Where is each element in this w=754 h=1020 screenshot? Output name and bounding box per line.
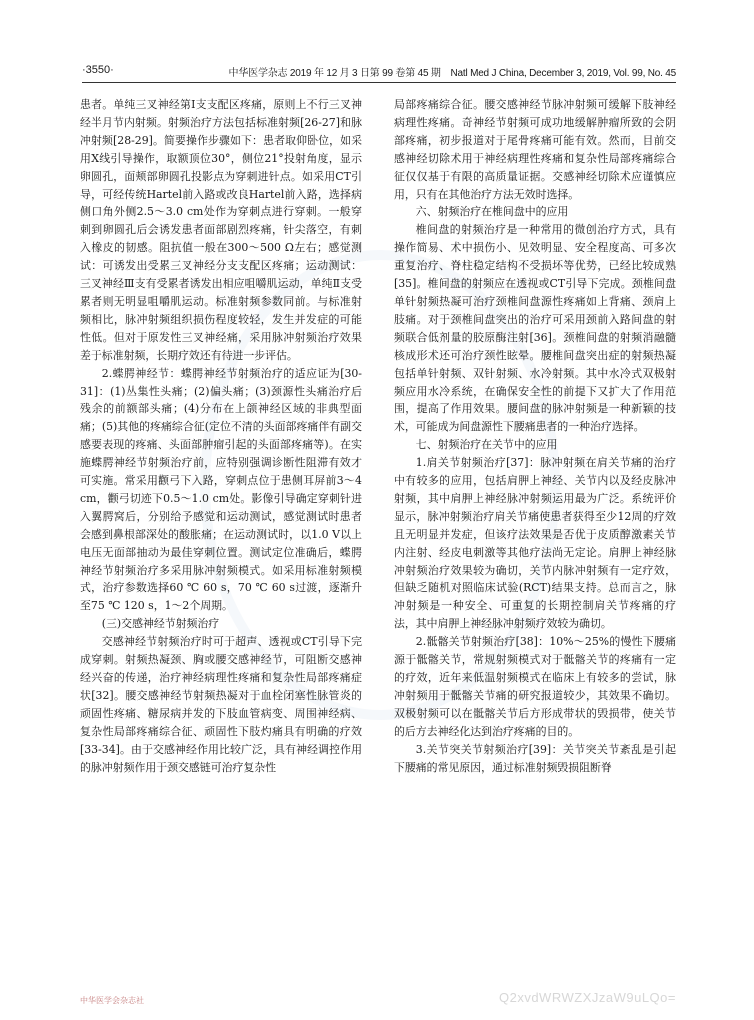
section-heading: 六、射频治疗在椎间盘中的应用 [415,205,569,219]
section-heading: 七、射频治疗在关节中的应用 [415,438,558,452]
paragraph: 3.关节突关节射频治疗[39]：关节突关节紊乱是引起下腰痛的常见原因，通过标准射频毁损阻断脊 [394,742,676,774]
right-column [394,96,676,776]
page-number: ·3550· [82,64,114,76]
paragraph: 1.肩关节射频治疗[37]：脉冲射频在肩关节痛的治疗中有较多的应用，包括肩胛上神经、关节内以及经皮脉冲射频，其中肩胛上神经脉冲射频运用最为广泛。系统评价显示，脉冲射频治疗肩关节痛使患者获得至少12周的疗效且无明显并发症，但该疗法效果是否优于皮质醇激素关节内注射、经皮电刺激等其他疗法尚无定论。肩胛上神经脉冲射频治疗效果较为确切，关节内脉冲射频有一定疗效，但缺乏随机对照临床试验(RCT)结果支持。总而言之，脉冲射频是一种安全、可重复的长期控制肩关节疼痛的疗法，其中肩胛上神经脉冲射频疗效较为确切。 [394,456,676,631]
left-column [80,96,362,776]
paragraph: 患者。单纯三叉神经第Ⅰ支支配区疼痛，原则上不行三叉神经半月节内射频。射频治疗方法包括标准射频[26-27]和脉冲射频[28-29]。简要操作步骤如下：患者取仰卧位，如采用X线引导操作，取额顶位30°，侧位21°投射角度，显示卵圆孔，面颊部卵圆孔投影点为穿刺进针点。如采用CT引导，可经传统Hartel前入路或改良Hartel前入路，选择病侧口角外侧2.5～3.0 cm处作为穿刺点进行穿刺。一般穿刺到卵圆孔后会诱发患者面部剧烈疼痛，针尖落空，有刺入橡皮的韧感。阻抗值一般在300～500 Ω左右；感觉测试：可诱发出受累三叉神经分支支配区疼痛；运动测试：三叉神经Ⅲ支有受累者诱发出相应咀嚼肌运动，单纯Ⅱ支受累者则无明显咀嚼肌运动。标准射频参数同前。与标准射频相比，脉冲射频组织损伤程度较轻，发生并发症的可能性低。但对于原发性三叉神经痛，采用脉冲射频治疗效果差于标准射频，长期疗效还有待进一步评估。 [80,98,362,362]
paragraph: 局部疼痛综合征。腰交感神经节脉冲射频可缓解下肢神经病理性疼痛。奇神经节射频可成功地缓解肿瘤所致的会阴部疼痛，初步报道对于尾骨疼痛可能有效。然而，目前交感神经切除术用于神经病理性疼痛和复杂性局部疼痛综合征仅仅基于有限的高质量证据。交感神经切除术应谨慎应用，只有在其他治疗方法无效时选择。 [394,98,676,201]
paragraph: 交感神经节射频治疗时可于超声、透视或CT引导下完成穿刺。射频热凝颈、胸或腰交感神经节，可阻断交感神经兴奋的传递，治疗神经病理性疼痛和复杂性局部疼痛症状[32]。腰交感神经节射频热凝对于血栓闭塞性脉管炎的顽固性疼痛、糖尿病并发的下肢血管病变、周围神经病、复杂性局部疼痛综合征、顽固性下肢灼痛具有明确的疗效[33-34]。由于交感神经作用比较广泛，具有神经调控作用的脉冲射频作用于颈交感链可治疗复杂性 [80,635,362,774]
paragraph: 2.蝶腭神经节：蝶腭神经节射频治疗的适应证为[30-31]：(1)丛集性头痛；(2)偏头痛；(3)颈源性头痛治疗后残余的前额部头痛；(4)分布在上颌神经区域的非典型面痛；(5)其他的疼痛综合征(定位不清的头面部疼痛伴有副交感要表现的疼痛、头面部肿瘤引起的头面部疼痛等)。在实施蝶腭神经节射频治疗前，应特别强调诊断性阻滞有效才可实施。常采用颧弓下入路，穿刺点位于患侧耳屏前3～4 cm，颧弓切迹下0.5～1.0 cm处。影像引导确定穿刺针进入翼腭窝后，分别给予感觉和运动测试，感觉测试时患者会感到鼻根部深处的酸胀痛；在运动测试时，以1.0 V以上电压无面部抽动为最佳穿刺位置。测试定位准确后，蝶腭神经节射频治疗多采用脉冲射频模式。如采用标准射频模式，治疗参数选择60 ℃ 60 s，70 ℃ 60 s过渡，逐渐升至75 ℃ 120 s，1～2个周期。 [80,366,362,613]
publisher-logo: 中华医学会杂志社 [80,996,144,1005]
journal-citation: 中华医学杂志 2019 年 12 月 3 日第 99 卷第 45 期 Natl Med J China, December 3, 2019, Vol. 99, No. 45 [228,68,676,79]
footer-watermark-code: Q2xvdWRWZXJzaW9uLQo= [498,990,676,1005]
running-header [82,62,676,83]
section-heading: (三)交感神经节射频治疗 [101,617,220,631]
paragraph: 2.骶髂关节射频治疗[38]：10%～25%的慢性下腰痛源于骶髂关节，常规射频模式对于骶髂关节的疼痛有一定的疗效，近年来低温射频模式在临床上有较多的尝试，脉冲射频用于骶髂关节痛的研究报道较少，其效果不确切。双极射频可以在骶髂关节后方形成带状的毁损带，使关节的后方去神经化达到治疗疼痛的目的。 [394,635,676,738]
paragraph: 椎间盘的射频治疗是一种常用的微创治疗方式，具有操作简易、术中损伤小、见效明显、安全程度高、可多次重复治疗、脊柱稳定结构不受损坏等优势，已经比较成熟[35]。椎间盘的射频应在透视或CT引导下完成。颈椎间盘单针射频热凝可治疗颈椎间盘源性疼痛如上背痛、颈肩上肢痛。对于颈椎间盘突出的治疗可采用颈前入路间盘的射频联合低剂量的胶原酶注射[36]。颈椎间盘的射频消融髓核成形术还可治疗颈性眩晕。腰椎间盘突出症的射频热凝包括单针射频、双针射频、水冷射频。其中水冷式双极射频应用水冷系统，在确保安全性的前提下又扩大了作用范围，提高了作用效果。腰间盘的脉冲射频是一种新颖的技术，可能成为间盘源性下腰痛患者的一种治疗选择。 [394,223,676,434]
